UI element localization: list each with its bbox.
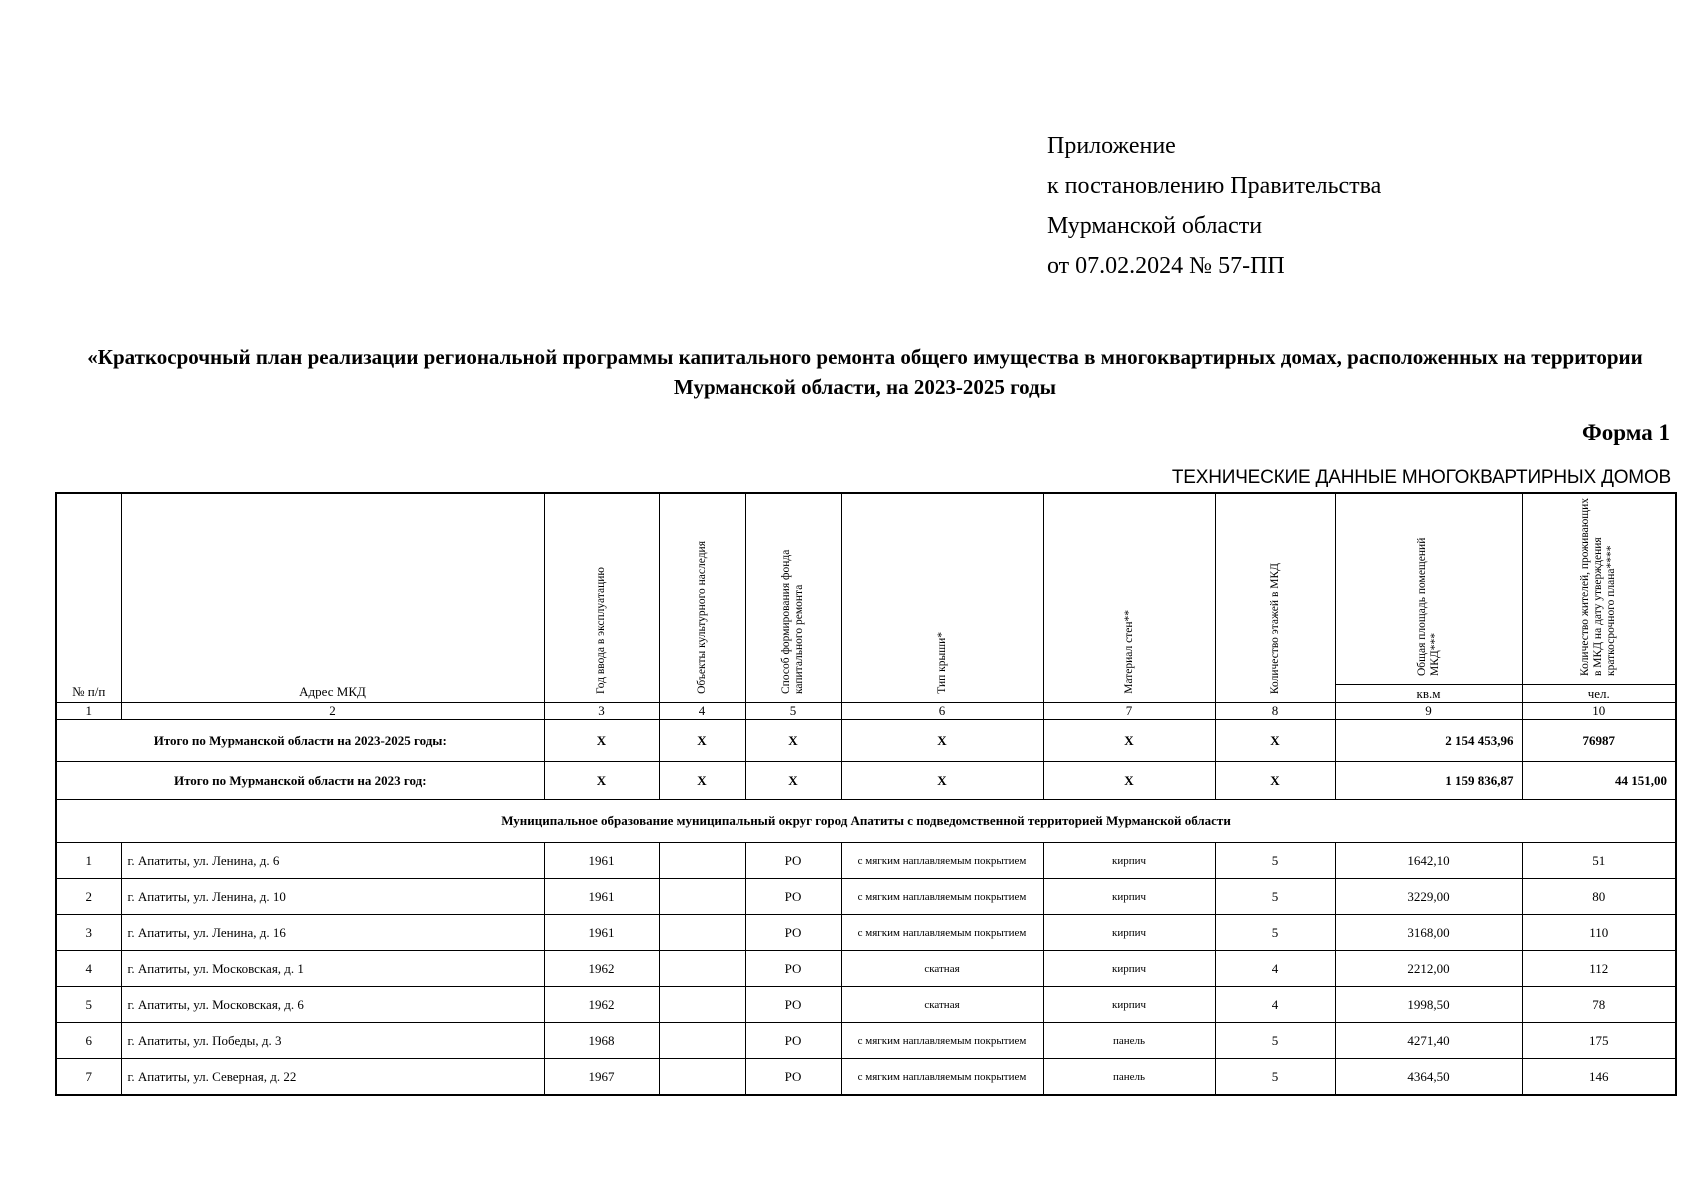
cell-num: 3 [56, 915, 121, 951]
col-number: 3 [544, 703, 659, 720]
table-row [56, 879, 1676, 915]
data-rows [56, 843, 1676, 1096]
cell-address: г. Апатиты, ул. Ленина, д. 16 [121, 915, 544, 951]
total-2023-x: X [1215, 762, 1335, 800]
municipality-section-heading: Муниципальное образование муниципальный округ город Апатиты с подведомственной территорией Мурманской области [56, 800, 1676, 843]
header-row [56, 493, 1676, 685]
appendix-line-4: от 07.02.2024 № 57-ПП [1047, 253, 1285, 279]
cell-num: 2 [56, 879, 121, 915]
cell-floors: 5 [1215, 1059, 1335, 1096]
cell-address: г. Апатиты, ул. Северная, д. 22 [121, 1059, 544, 1096]
cell-walls: панель [1043, 1059, 1215, 1096]
total-2023-x: X [1043, 762, 1215, 800]
cell-year: 1961 [544, 915, 659, 951]
cell-address: г. Апатиты, ул. Победы, д. 3 [121, 1023, 544, 1059]
cell-roof: с мягким наплавляемым покрытием [841, 879, 1043, 915]
cell-year: 1962 [544, 987, 659, 1023]
cell-fund: РО [745, 1059, 841, 1096]
col-number: 2 [121, 703, 544, 720]
cell-heritage [659, 1059, 745, 1096]
cell-address: г. Апатиты, ул. Московская, д. 6 [121, 987, 544, 1023]
table-row [56, 915, 1676, 951]
cell-roof: скатная [841, 987, 1043, 1023]
header-walls: Материал стен** [1122, 610, 1135, 694]
cell-heritage [659, 843, 745, 879]
cell-address: г. Апатиты, ул. Ленина, д. 6 [121, 843, 544, 879]
total-all-x: X [544, 720, 659, 762]
col-number: 5 [745, 703, 841, 720]
appendix-line-1: Приложение [1047, 133, 1176, 159]
column-numbers-row [56, 703, 1676, 720]
total-all-row [56, 720, 1676, 762]
cell-address: г. Апатиты, ул. Московская, д. 1 [121, 951, 544, 987]
header-walls-cell [1043, 493, 1215, 703]
cell-heritage [659, 879, 745, 915]
cell-roof: с мягким наплавляемым покрытием [841, 843, 1043, 879]
cell-walls: кирпич [1043, 951, 1215, 987]
col-number: 10 [1522, 703, 1676, 720]
cell-year: 1961 [544, 879, 659, 915]
document-title: «Краткосрочный план реализации региональной программы капитального ремонта общего имущества в многоквартирных домах, расположенных на территории Мурманской области, на 2023-2025 годы [87, 345, 1643, 399]
cell-residents: 146 [1522, 1059, 1676, 1096]
header-residents: Количество жителей, проживающих в МКД на дату утверждения краткосрочного плана**** [1579, 497, 1618, 676]
appendix-line-3: Мурманской области [1047, 213, 1263, 239]
col-number: 6 [841, 703, 1043, 720]
total-all-residents: 76987 [1522, 720, 1676, 762]
table-row [56, 843, 1676, 879]
table-row [56, 1023, 1676, 1059]
table-row [56, 951, 1676, 987]
cell-floors: 4 [1215, 951, 1335, 987]
cell-num: 4 [56, 951, 121, 987]
cell-area: 1998,50 [1335, 987, 1522, 1023]
cell-area: 4364,50 [1335, 1059, 1522, 1096]
table-row [56, 1059, 1676, 1096]
cell-heritage [659, 951, 745, 987]
header-floors: Количество этажей в МКД [1268, 562, 1281, 694]
cell-floors: 5 [1215, 915, 1335, 951]
header-year-cell [544, 493, 659, 703]
cell-num: 5 [56, 987, 121, 1023]
header-area-cell [1335, 493, 1522, 685]
header-num: № п/п [56, 493, 121, 703]
header-heritage-cell [659, 493, 745, 703]
header-roof: Тип крыши* [935, 632, 948, 694]
header-address: Адрес МКД [121, 493, 544, 703]
total-2023-area: 1 159 836,87 [1335, 762, 1522, 800]
cell-fund: РО [745, 915, 841, 951]
cell-num: 1 [56, 843, 121, 879]
form-number: Форма 1 [1582, 420, 1670, 445]
col-number: 9 [1335, 703, 1522, 720]
header-area: Общая площадь помещений МКД*** [1415, 537, 1441, 676]
cell-floors: 4 [1215, 987, 1335, 1023]
header-heritage: Объекты культурного наследия [695, 541, 708, 694]
total-all-area: 2 154 453,96 [1335, 720, 1522, 762]
cell-fund: РО [745, 1023, 841, 1059]
cell-residents: 112 [1522, 951, 1676, 987]
cell-floors: 5 [1215, 1023, 1335, 1059]
cell-roof: с мягким наплавляемым покрытием [841, 1059, 1043, 1096]
total-all-label: Итого по Мурманской области на 2023-2025 годы: [56, 720, 544, 762]
unit-area: кв.м [1335, 685, 1522, 703]
section-row [56, 800, 1676, 843]
cell-year: 1968 [544, 1023, 659, 1059]
cell-year: 1962 [544, 951, 659, 987]
cell-residents: 175 [1522, 1023, 1676, 1059]
col-number: 8 [1215, 703, 1335, 720]
cell-floors: 5 [1215, 843, 1335, 879]
header-year: Год ввода в эксплуатацию [595, 567, 607, 694]
cell-area: 3229,00 [1335, 879, 1522, 915]
total-2023-row [56, 762, 1676, 800]
cell-walls: панель [1043, 1023, 1215, 1059]
cell-num: 7 [56, 1059, 121, 1096]
total-2023-label: Итого по Мурманской области на 2023 год: [56, 762, 544, 800]
total-all-x: X [841, 720, 1043, 762]
appendix-line-2: к постановлению Правительства [1047, 173, 1382, 199]
technical-data-table [55, 492, 1677, 1096]
cell-heritage [659, 915, 745, 951]
cell-roof: скатная [841, 951, 1043, 987]
cell-fund: РО [745, 879, 841, 915]
cell-heritage [659, 987, 745, 1023]
cell-fund: РО [745, 987, 841, 1023]
cell-fund: РО [745, 843, 841, 879]
header-fund: Способ формирования фонда капитального ремонта [780, 549, 805, 694]
cell-roof: с мягким наплавляемым покрытием [841, 915, 1043, 951]
col-number: 7 [1043, 703, 1215, 720]
cell-walls: кирпич [1043, 987, 1215, 1023]
cell-residents: 80 [1522, 879, 1676, 915]
cell-area: 1642,10 [1335, 843, 1522, 879]
cell-heritage [659, 1023, 745, 1059]
cell-year: 1967 [544, 1059, 659, 1096]
cell-area: 2212,00 [1335, 951, 1522, 987]
header-residents-cell [1522, 493, 1676, 685]
table-subtitle: ТЕХНИЧЕСКИЕ ДАННЫЕ МНОГОКВАРТИРНЫХ ДОМОВ [1171, 467, 1671, 488]
cell-walls: кирпич [1043, 915, 1215, 951]
total-2023-x: X [841, 762, 1043, 800]
cell-area: 4271,40 [1335, 1023, 1522, 1059]
total-2023-residents: 44 151,00 [1522, 762, 1676, 800]
total-all-x: X [745, 720, 841, 762]
total-all-x: X [659, 720, 745, 762]
cell-floors: 5 [1215, 879, 1335, 915]
cell-residents: 78 [1522, 987, 1676, 1023]
cell-walls: кирпич [1043, 879, 1215, 915]
col-number: 4 [659, 703, 745, 720]
cell-residents: 110 [1522, 915, 1676, 951]
appendix-block [1047, 126, 1381, 286]
cell-address: г. Апатиты, ул. Ленина, д. 10 [121, 879, 544, 915]
cell-year: 1961 [544, 843, 659, 879]
cell-area: 3168,00 [1335, 915, 1522, 951]
total-2023-x: X [544, 762, 659, 800]
cell-residents: 51 [1522, 843, 1676, 879]
total-2023-x: X [659, 762, 745, 800]
cell-num: 6 [56, 1023, 121, 1059]
total-all-x: X [1215, 720, 1335, 762]
col-number: 1 [56, 703, 121, 720]
header-floors-cell [1215, 493, 1335, 703]
cell-fund: РО [745, 951, 841, 987]
total-2023-x: X [745, 762, 841, 800]
total-all-x: X [1043, 720, 1215, 762]
cell-walls: кирпич [1043, 843, 1215, 879]
table-row [56, 987, 1676, 1023]
header-roof-cell [841, 493, 1043, 703]
unit-residents: чел. [1522, 685, 1676, 703]
header-fund-cell [745, 493, 841, 703]
cell-roof: с мягким наплавляемым покрытием [841, 1023, 1043, 1059]
